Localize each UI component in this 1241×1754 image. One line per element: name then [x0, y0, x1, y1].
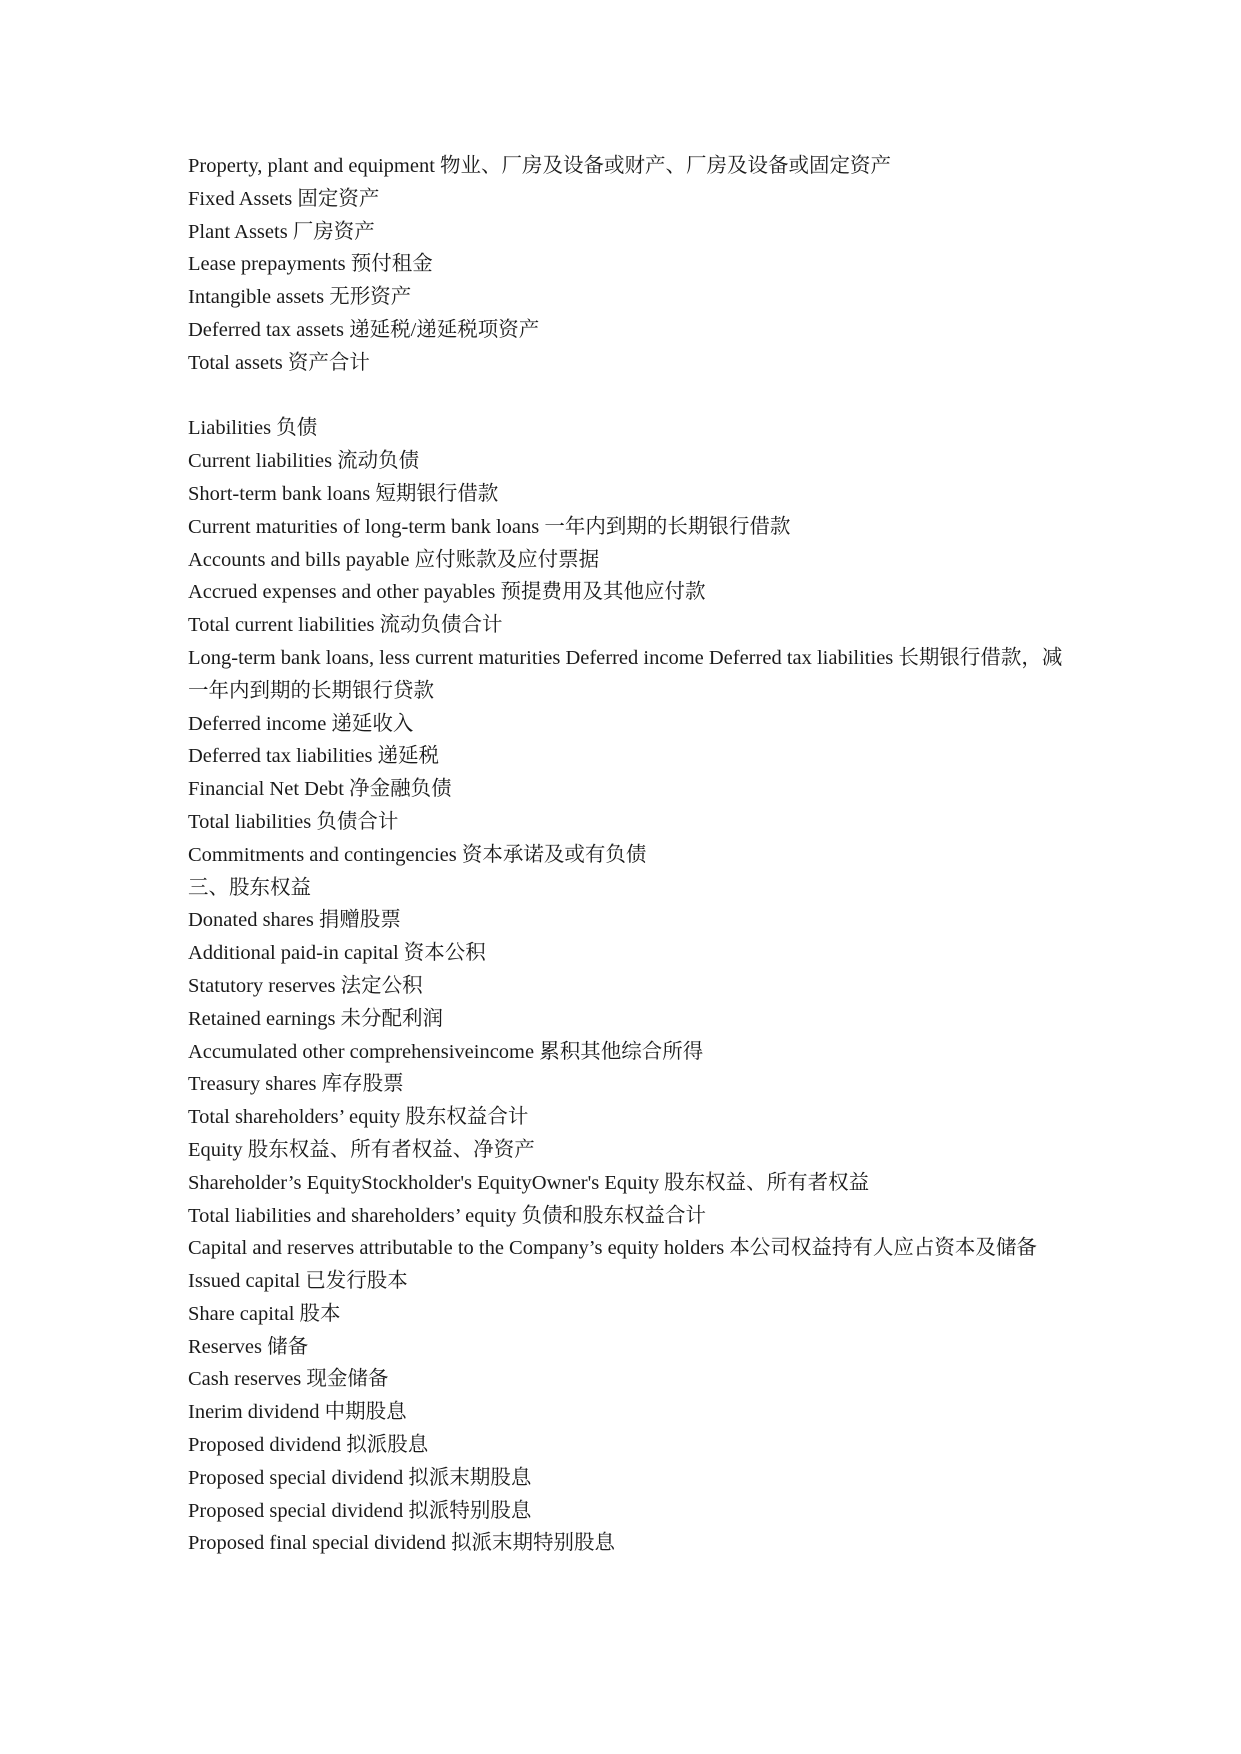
term-line: Total assets 资产合计	[188, 351, 370, 374]
blank-line	[188, 380, 1068, 413]
term-line: Capital and reserves attributable to the Company’s equity holders 本公司权益持有人应占资本及储备	[188, 1237, 1037, 1260]
term-line: Inerim dividend 中期股息	[188, 1401, 407, 1424]
term-line: Proposed dividend 拟派股息	[188, 1434, 429, 1457]
term-line: Equity 股东权益、所有者权益、净资产	[188, 1138, 535, 1161]
term-line: Issued capital 已发行股本	[188, 1270, 408, 1293]
term-line: Total liabilities 负债合计	[188, 810, 399, 833]
term-line: Plant Assets 厂房资产	[188, 220, 375, 243]
term-line: Current maturities of long-term bank loans 一年内到期的长期银行借款	[188, 515, 791, 538]
term-line: Short-term bank loans 短期银行借款	[188, 482, 499, 505]
term-line: Intangible assets 无形资产	[188, 286, 412, 309]
term-line: Cash reserves 现金储备	[188, 1368, 389, 1391]
term-line: Treasury shares 库存股票	[188, 1073, 404, 1096]
term-line: Statutory reserves 法定公积	[188, 974, 423, 997]
term-line: Total liabilities and shareholders’ equity 负债和股东权益合计	[188, 1204, 706, 1227]
term-line: Proposed special dividend 拟派末期股息	[188, 1466, 532, 1489]
term-line: Shareholder’s EquityStockholder's EquityOwner's Equity 股东权益、所有者权益	[188, 1171, 870, 1194]
term-line: Liabilities 负债	[188, 417, 318, 440]
term-line: Proposed special dividend 拟派特别股息	[188, 1499, 532, 1522]
term-line: Share capital 股本	[188, 1302, 341, 1325]
term-line: Total current liabilities 流动负债合计	[188, 614, 503, 637]
term-line: Total shareholders’ equity 股东权益合计	[188, 1106, 529, 1129]
term-line: Deferred income 递延收入	[188, 712, 414, 735]
term-line: Deferred tax assets 递延税/递延税项资产	[188, 318, 540, 341]
term-line: Retained earnings 未分配利润	[188, 1007, 444, 1030]
term-line: Additional paid-in capital 资本公积	[188, 942, 486, 965]
term-line: Accrued expenses and other payables 预提费用及其他应付款	[188, 581, 706, 604]
term-line: Proposed final special dividend 拟派末期特别股息	[188, 1532, 616, 1555]
term-line: Long-term bank loans, less current maturities Deferred income Deferred tax liabilities 长期银行借款，减一年内到期的长期银行贷款	[188, 646, 1063, 702]
section-heading: 三、股东权益	[188, 876, 311, 899]
term-line: Accumulated other comprehensiveincome 累积其他综合所得	[188, 1040, 704, 1063]
term-line: Accounts and bills payable 应付账款及应付票据	[188, 548, 600, 571]
term-line: Fixed Assets 固定资产	[188, 187, 380, 210]
document-body	[188, 150, 1068, 1560]
term-line: Lease prepayments 预付租金	[188, 253, 433, 276]
term-line: Current liabilities 流动负债	[188, 450, 420, 473]
term-line: Financial Net Debt 净金融负债	[188, 778, 452, 801]
term-line: Property, plant and equipment 物业、厂房及设备或财产、厂房及设备或固定资产	[188, 155, 892, 177]
term-line: Donated shares 捐赠股票	[188, 909, 401, 932]
term-line: Deferred tax liabilities 递延税	[188, 745, 440, 768]
term-line: Reserves 储备	[188, 1335, 309, 1358]
term-line: Commitments and contingencies 资本承诺及或有负债	[188, 843, 647, 866]
